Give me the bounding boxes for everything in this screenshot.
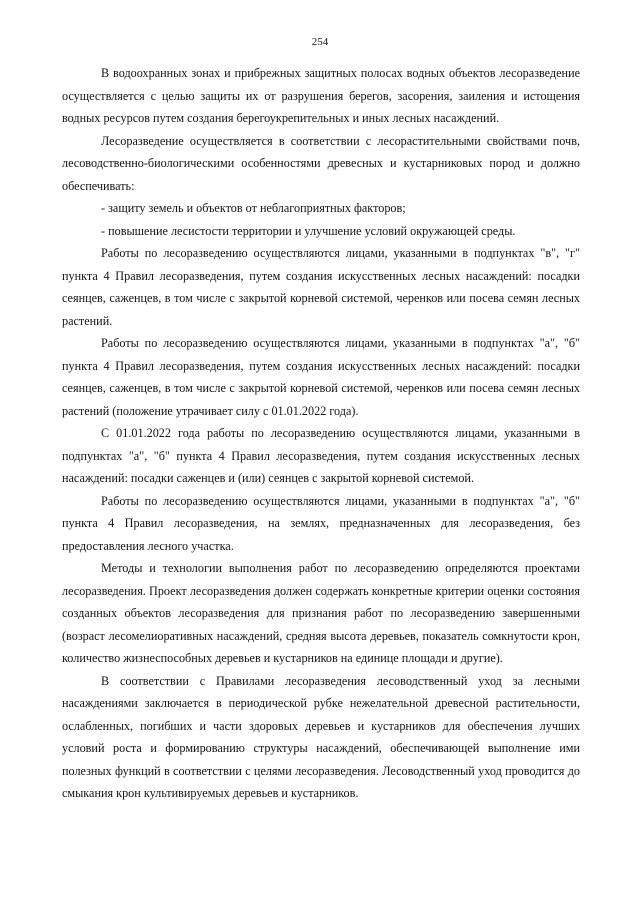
paragraph-works-from-2022: С 01.01.2022 года работы по лесоразведению осуществляются лицами, указанными в подпунктах "а", "б" пункта 4 Правил лесоразведения, путем создания искусственных лесных насаждений: посадки саженцев и (или) сеянцев с закрытой корневой системой. [62, 426, 580, 485]
list-item-land-protection: - защиту земель и объектов от неблагоприятных факторов; [101, 201, 406, 215]
paragraph-works-subpoints-v-g: Работы по лесоразведению осуществляются лицами, указанными в подпунктах "в", "г" пункта 4 Правил лесоразведения, путем создания искусственных лесных насаждений: посадки сеянцев, саженцев, в том числе с закрытой корневой системой, черенков или посева семян лесных растений. [62, 246, 580, 328]
list-item-forest-cover-increase: - повышение лесистости территории и улучшение условий окружающей среды. [101, 223, 516, 238]
paragraph-works-without-land-plot: Работы по лесоразведению осуществляются лицами, указанными в подпунктах "а", "б" пункта 4 Правил лесоразведения, на землях, предназначенных для лесоразведения, без предоставления лесного участка. [62, 493, 580, 553]
paragraph-works-subpoints-a-b: Работы по лесоразведению осуществляются лицами, указанными в подпунктах "а", "б" пункта 4 Правил лесоразведения, путем создания искусственных лесных насаждений: посадки сеянцев, саженцев, в том числе с закрытой корневой системой, черенков или посева семян лесных растений (положение утрачивает силу с 01.01.2022 года). [62, 336, 580, 418]
document-body [62, 62, 580, 805]
paragraph-methods-and-projects: Методы и технологии выполнения работ по лесоразведению определяются проектами лесоразведения. Проект лесоразведения должен содержать конкретные критерии оценки состояния созданных объектов лесоразведения для признания работ по лесоразведению завершенными (возраст лесомелиоративных насаждений, средняя высота деревьев, показатель сомкнутости крон, количество жизнеспособных деревьев и кустарников на единице площади и другие). [62, 561, 580, 665]
paragraph-water-protection-zones: В водоохранных зонах и прибрежных защитных полосах водных объектов лесоразведение осуществляется с целью защиты их от разрушения берегов, засорения, заиления и истощения водных ресурсов путем создания берегоукрепительных и иных лесных насаждений. [62, 66, 580, 125]
paragraph-silvicultural-care: В соответствии с Правилами лесоразведения лесоводственный уход за лесными насаждениями заключается в периодической рубке нежелательной древесной растительности, ослабленных, погибших и части здоровых деревьев и кустарников для обеспечения лучших условий роста и формированию структуры насаждений, обеспечивающей выполнение ими полезных функций в соответствии с целями лесоразведения. Лесоводственный уход проводится до смыкания крон культивируемых деревьев и кустарников. [62, 673, 580, 800]
paragraph-afforestation-requirements: Лесоразведение осуществляется в соответствии с лесорастительными свойствами почв, лесоводственно-биологическими особенностями древесных и кустарниковых пород и должно обеспечивать: [62, 133, 580, 193]
page-number: 254 [311, 36, 329, 48]
